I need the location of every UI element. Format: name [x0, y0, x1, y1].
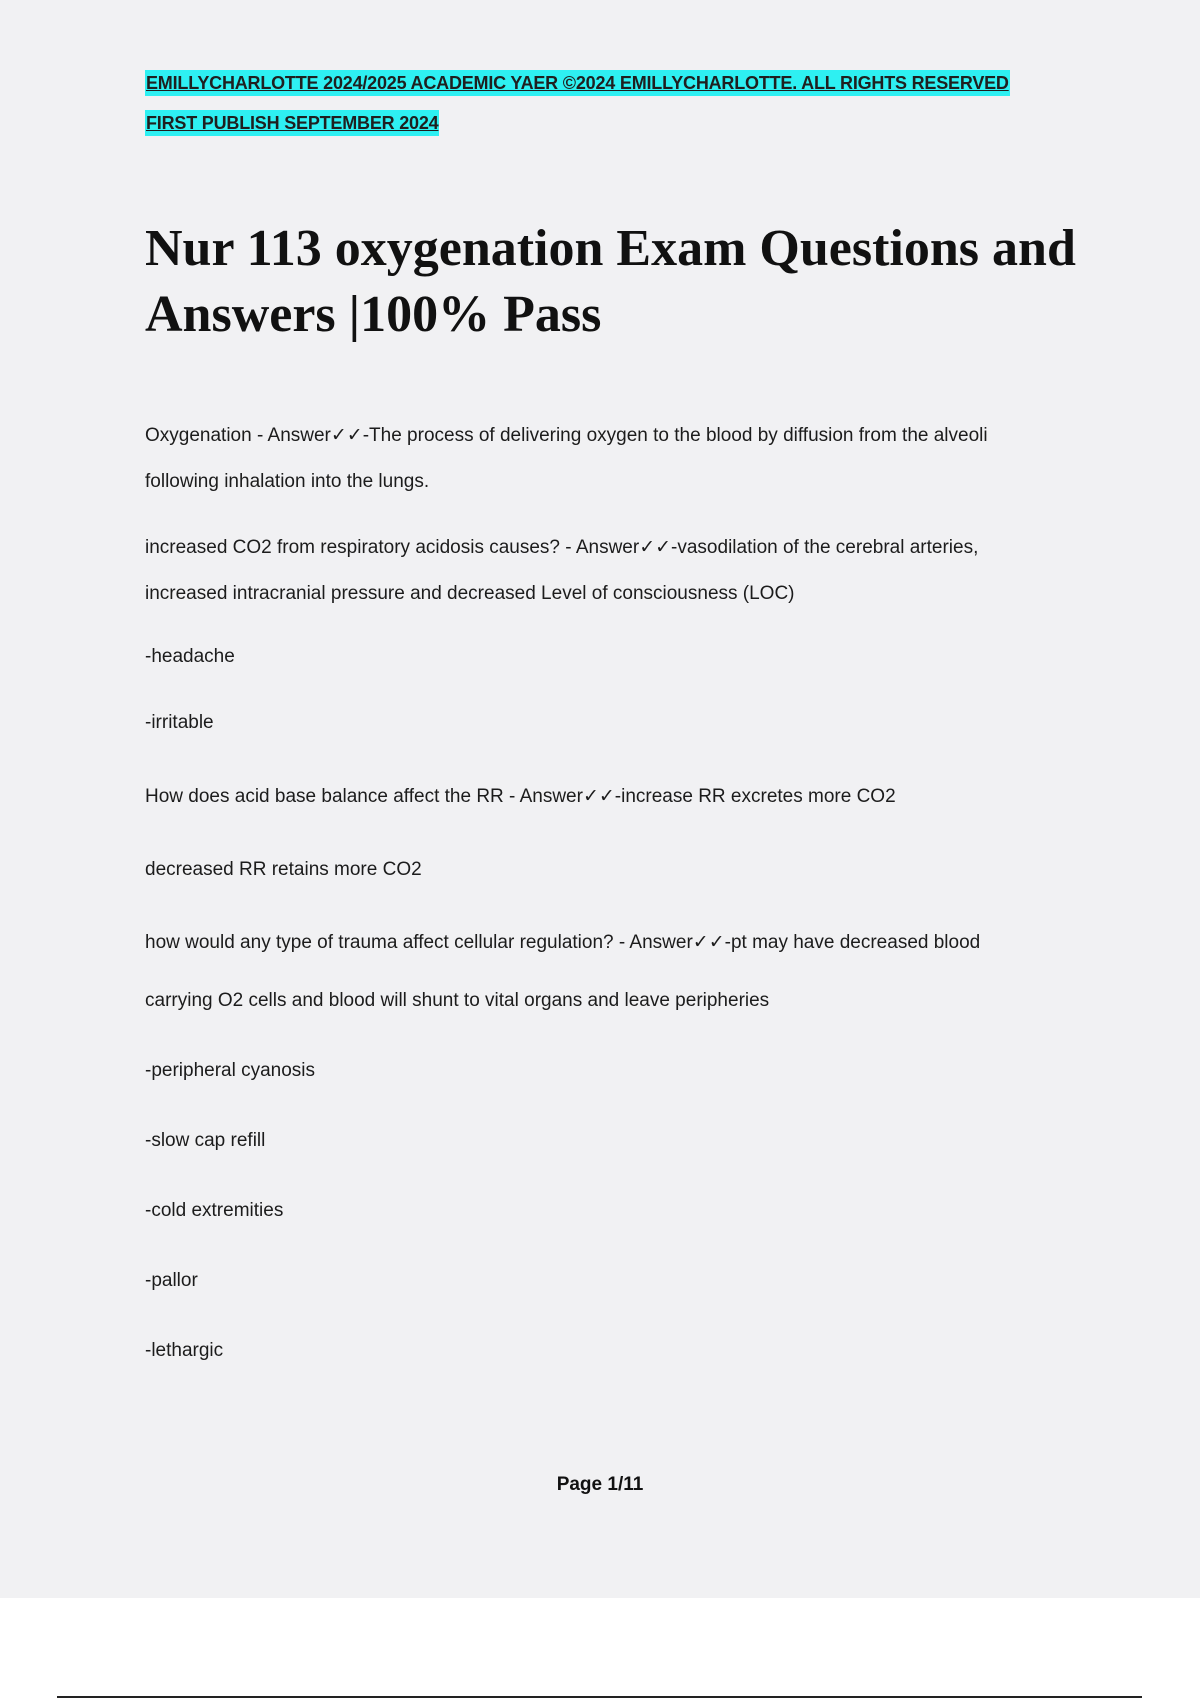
qa-trauma: [145, 900, 1075, 1406]
copyright-line: EMILLYCHARLOTTE 2024/2025 ACADEMIC YAER ©2024 EMILLYCHARLOTTE. ALL RIGHTS RESERVED: [145, 70, 1010, 96]
question-line: Oxygenation - Answer✓✓-The process of delivering oxygen to the blood by diffusion from the alveoli: [145, 425, 988, 446]
qa-respiratory-acidosis: [145, 530, 1075, 754]
question-line: how would any type of trauma affect cellular regulation? - Answer✓✓-pt may have decreased blood: [145, 932, 981, 953]
list-item: -pallor: [145, 1270, 198, 1291]
list-item: -cold extremities: [145, 1200, 284, 1221]
list-item: -lethargic: [145, 1340, 224, 1361]
list-item: -peripheral cyanosis: [145, 1060, 316, 1081]
question-line: How does acid base balance affect the RR - Answer✓✓-increase RR excretes more CO2: [145, 786, 896, 807]
document-body: [145, 418, 1075, 1406]
qa-acid-base: [145, 754, 1075, 900]
copyright-header: [145, 70, 1085, 136]
title-line-1: Nur 113 oxygenation Exam Questions and: [145, 220, 1076, 277]
answer-continuation: increased intracranial pressure and decreased Level of consciousness (LOC): [145, 583, 795, 604]
title-line-2: Answers |100% Pass: [145, 286, 602, 343]
list-item: -slow cap refill: [145, 1130, 266, 1151]
answer-continuation: decreased RR retains more CO2: [145, 859, 422, 880]
list-item: -irritable: [145, 712, 214, 733]
list-item: -headache: [145, 646, 235, 667]
page-divider-line: [57, 1696, 1142, 1698]
question-line: increased CO2 from respiratory acidosis causes? - Answer✓✓-vasodilation of the cerebral arteries,: [145, 537, 979, 558]
page-number: Page 1/11: [556, 1474, 644, 1495]
document-title: [145, 216, 1105, 348]
answer-continuation: following inhalation into the lungs.: [145, 471, 430, 492]
qa-oxygenation: [145, 418, 1075, 510]
answer-continuation: carrying O2 cells and blood will shunt to vital organs and leave peripheries: [145, 990, 770, 1011]
publish-date-line: FIRST PUBLISH SEPTEMBER 2024: [145, 110, 439, 136]
